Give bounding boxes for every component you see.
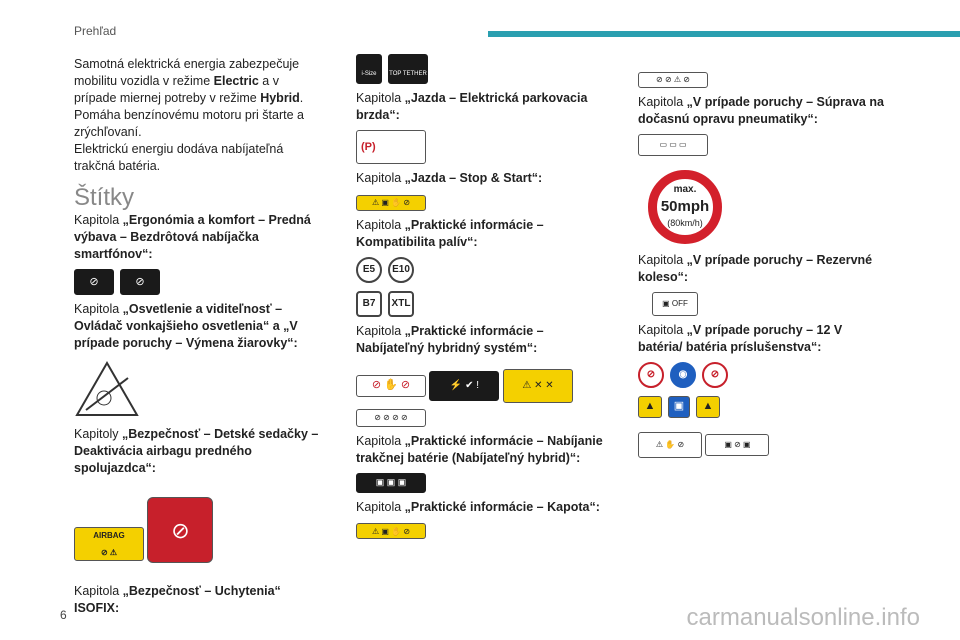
- hybrid-label-2: ⚡ ✔ !: [429, 371, 499, 401]
- caption-prefix: Kapitola: [638, 322, 687, 337]
- hood-label: ⚠ ▣ ✋ ⊘: [356, 523, 426, 539]
- caption: [74, 583, 324, 617]
- hybrid-label-1: ⊘ ✋ ⊘: [356, 375, 426, 397]
- caption-prefix: Kapitoly: [74, 427, 122, 441]
- stop-start-label: ⚠ ▣ ✋ ⊘: [356, 195, 426, 211]
- fuel-row: [356, 291, 606, 317]
- column-1: [74, 56, 324, 623]
- acid-warning-icon: ▲: [638, 396, 662, 418]
- label-row: [74, 360, 324, 418]
- parking-brake-label: (P): [356, 130, 426, 164]
- label-row: [356, 54, 606, 84]
- section-heading: Štítky: [74, 184, 135, 211]
- top-tether-icon: TOP TETHER: [388, 54, 428, 84]
- caption-title: „V prípade poruchy – Súprava na dočasnú opravu pneumatiky“:: [638, 94, 884, 126]
- caption-prefix: Kapitola: [356, 171, 405, 185]
- caption: [356, 323, 606, 357]
- caption: [356, 433, 606, 467]
- caption-prefix: Kapitola: [74, 213, 123, 227]
- tyre-kit-label-2: ▭ ▭ ▭: [638, 134, 708, 156]
- airbag-text: AIRBAG: [93, 530, 125, 540]
- caption: [638, 94, 888, 128]
- caption-title: „Bezpečnosť – Detské sedačky – Deaktivácia airbagu predného spolujazdca“:: [74, 427, 319, 475]
- speed-kmh: (80km/h): [667, 218, 703, 228]
- column-2: [356, 50, 606, 539]
- fuel-b7-icon: B7: [356, 291, 382, 317]
- intro-part: Elektrickú energiu dodáva nabíjateľná trakčná batéria.: [74, 142, 284, 173]
- battery-row-1: [638, 362, 888, 388]
- watermark: carmanualsonline.info: [686, 604, 920, 631]
- speed-max: max.: [673, 184, 697, 195]
- caption: [356, 90, 606, 124]
- airbag-warning-icon: ⊘: [147, 497, 213, 563]
- label-row: [74, 269, 324, 295]
- header-title: Prehľad: [74, 24, 117, 38]
- intro-part: . Pomáha benzínovému motoru pri štarte a zrýchľovaní.: [74, 91, 304, 139]
- caption: [356, 499, 606, 516]
- caption-prefix: Kapitola: [638, 252, 687, 267]
- header-bar: [488, 31, 960, 37]
- caption-prefix: Kapitola: [356, 323, 405, 338]
- caption-title: „Praktické informácie – Kompatibilita palív“:: [356, 217, 544, 249]
- caption: [74, 426, 324, 477]
- hybrid-label-4: ⊘ ⊘ ⊘ ⊘: [356, 409, 426, 427]
- intro-part: a v prípade miernej potreby v režime: [74, 74, 279, 105]
- caption: [638, 322, 888, 356]
- read-manual-icon: ▣: [668, 396, 690, 418]
- caption-title: „Osvetlenie a viditeľnosť – Ovládač vonkajšieho osvetlenia“ a „V prípade poruchy – Výmena žiarovky“:: [74, 302, 298, 350]
- no-children-icon: ⊘: [702, 362, 728, 388]
- caption: [356, 170, 606, 187]
- no-child-seat-icon: ⊘ ⚠: [100, 547, 118, 557]
- caption: [638, 252, 888, 286]
- caption-title: „Ergonómia a komfort – Predná výbava – Bezdrôtová nabíjačka smartfónov“:: [74, 213, 311, 261]
- no-card-icon: ⊘: [120, 269, 160, 295]
- column-3: [638, 70, 888, 458]
- caption-prefix: Kapitola: [356, 217, 405, 232]
- charging-label: ▣ ▣ ▣: [356, 473, 426, 493]
- fuel-e5-icon: E5: [356, 257, 382, 283]
- intro-bold: Electric: [213, 74, 259, 88]
- caption-prefix: Kapitola: [356, 499, 405, 514]
- tyre-kit-label-1: ⊘ ⊘ ⚠ ⊘: [638, 72, 708, 88]
- battery-label-1: ⚠ ✋ ⊘: [638, 432, 702, 458]
- caption-prefix: Kapitola: [74, 584, 123, 598]
- explosion-warning-icon: ▲: [696, 396, 720, 418]
- caption-title: „Praktické informácie – Nabíjateľný hybridný systém“:: [356, 323, 544, 355]
- fuel-xtl-icon: XTL: [388, 291, 414, 317]
- intro-part: Samotná elektrická energia zabezpečuje mobilitu vozidla v režime: [74, 57, 300, 88]
- intro-bold: Hybrid: [260, 91, 300, 105]
- battery-label-2: ▣ ⊘ ▣: [705, 434, 769, 456]
- caption-prefix: Kapitola: [356, 91, 405, 105]
- spare-wheel-label: ▣ OFF: [652, 292, 698, 316]
- caption-title: „Praktické informácie – Kapota“:: [404, 499, 600, 514]
- caption-title: „V prípade poruchy – Rezervné koleso“:: [638, 252, 873, 284]
- caption: [74, 301, 324, 352]
- caption-title: „V prípade poruchy – 12 V batéria/ batéria príslušenstva“:: [638, 322, 843, 354]
- caption-title: „Praktické informácie – Nabíjanie trakčnej batérie (Nabíjateľný hybrid)“:: [356, 433, 603, 465]
- caption: [356, 217, 606, 251]
- caption-prefix: Kapitola: [638, 94, 687, 109]
- fuel-e10-icon: E10: [388, 257, 414, 283]
- caption-prefix: Kapitola: [74, 302, 123, 316]
- intro-text: [74, 56, 324, 175]
- speed-limit-sign: [648, 170, 722, 244]
- caption-title: „Jazda – Elektrická parkovacia brzda“:: [356, 91, 588, 122]
- speed-mph: 50mph: [660, 198, 710, 215]
- page-number: 6: [60, 608, 67, 622]
- caption: [74, 212, 324, 263]
- no-fire-icon: ⊘: [638, 362, 664, 388]
- fuel-row: [356, 257, 606, 283]
- isize-icon: i-Size: [356, 54, 382, 84]
- airbag-label: [74, 527, 144, 561]
- eye-protection-icon: ◉: [670, 362, 696, 388]
- caption-title: „Jazda – Stop & Start“:: [404, 171, 543, 185]
- caption-prefix: Kapitola: [356, 433, 405, 448]
- no-light-icon: [74, 360, 140, 418]
- hybrid-label-3: ⚠ ✕ ✕: [503, 369, 573, 403]
- battery-row-2: [638, 396, 888, 418]
- caption-title: „Bezpečnosť – Uchytenia“ ISOFIX:: [74, 584, 281, 615]
- no-phone-icon: ⊘: [74, 269, 114, 295]
